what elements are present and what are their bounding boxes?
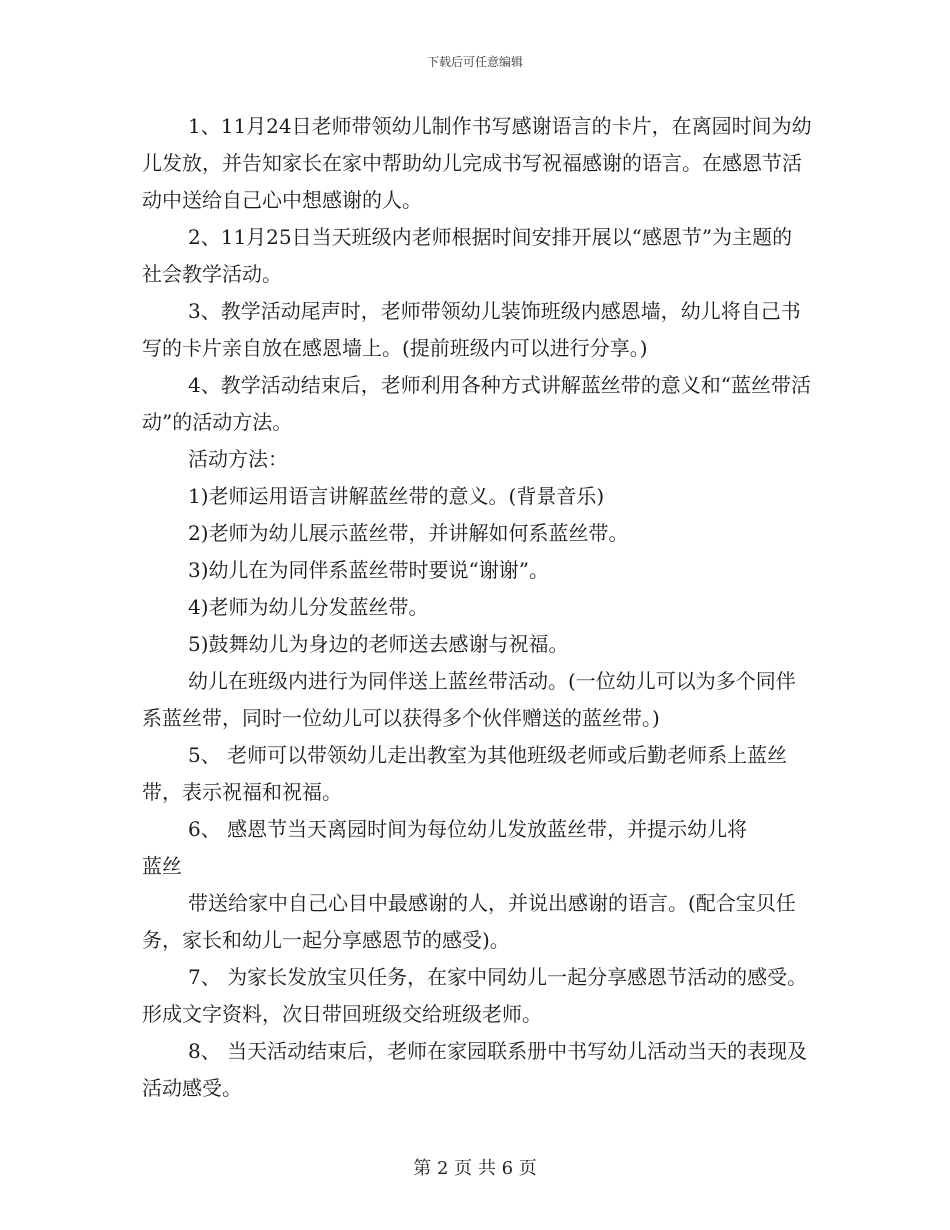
- paragraph-2: 2、11月25日当天班级内老师根据时间安排开展以“感恩节”为主题的社会教学活动。: [142, 225, 793, 286]
- page-header: 下载后可任意编辑: [426, 55, 523, 69]
- paragraph-8: 8、 当天活动结束后，老师在家园联系册中书写幼儿活动当天的表现及活动感受。: [142, 1039, 808, 1100]
- paragraph-3: 3、教学活动尾声时，老师带领幼儿装饰班级内感恩墙，幼儿将自己书写的卡片亲自放在感恩墙上。(提前班级内可以进行分享。): [142, 299, 801, 360]
- paragraph-1: 1、11月24日老师带领幼儿制作书写感谢语言的卡片，在离园时间为幼儿发放，并告知家长在家中帮助幼儿完成书写祝福感谢的语言。在感恩节活动中送给自己心中想感谢的人。: [142, 114, 812, 212]
- paragraph-4: 4、教学活动结束后，老师利用各种方式讲解蓝丝带的意义和“蓝丝带活动”的活动方法。: [142, 373, 811, 434]
- method-item-5: 5)鼓舞幼儿为身边的老师送去感谢与祝福。: [188, 632, 569, 656]
- method-item-4: 4)老师为幼儿分发蓝丝带。: [188, 595, 429, 619]
- page-number: 第 2 页 共 6 页: [413, 1158, 537, 1179]
- method-item-1: 1)老师运用语言讲解蓝丝带的意义。(背景音乐): [188, 484, 605, 508]
- paragraph-activity: 幼儿在班级内进行为同伴送上蓝丝带活动。(一位幼儿可以为多个同伴系蓝丝带，同时一位幼儿可以获得多个伙伴赠送的蓝丝带。): [142, 669, 796, 730]
- paragraph-6-tail: 带送给家中自己心目中最感谢的人，并说出感谢的语言。(配合宝贝任务，家长和幼儿一起分享感恩节的感受)。: [142, 891, 796, 952]
- document-body: [142, 108, 812, 1107]
- method-heading: 活动方法：: [188, 447, 288, 471]
- paragraph-6: 6、 感恩节当天离园时间为每位幼儿发放蓝丝带，并提示幼儿将: [188, 817, 748, 841]
- paragraph-5: 5、 老师可以带领幼儿走出教室为其他班级老师或后勤老师系上蓝丝带，表示祝福和祝福。: [142, 743, 788, 804]
- paragraph-6-continued: 蓝丝: [142, 854, 182, 878]
- method-item-3: 3)幼儿在为同伴系蓝丝带时要说“谢谢”。: [188, 558, 549, 582]
- method-item-2: 2)老师为幼儿展示蓝丝带，并讲解如何系蓝丝带。: [188, 521, 629, 545]
- paragraph-7: 7、 为家长发放宝贝任务，在家中同幼儿一起分享感恩节活动的感受。形成文字资料，次日带回班级交给班级老师。: [142, 965, 808, 1026]
